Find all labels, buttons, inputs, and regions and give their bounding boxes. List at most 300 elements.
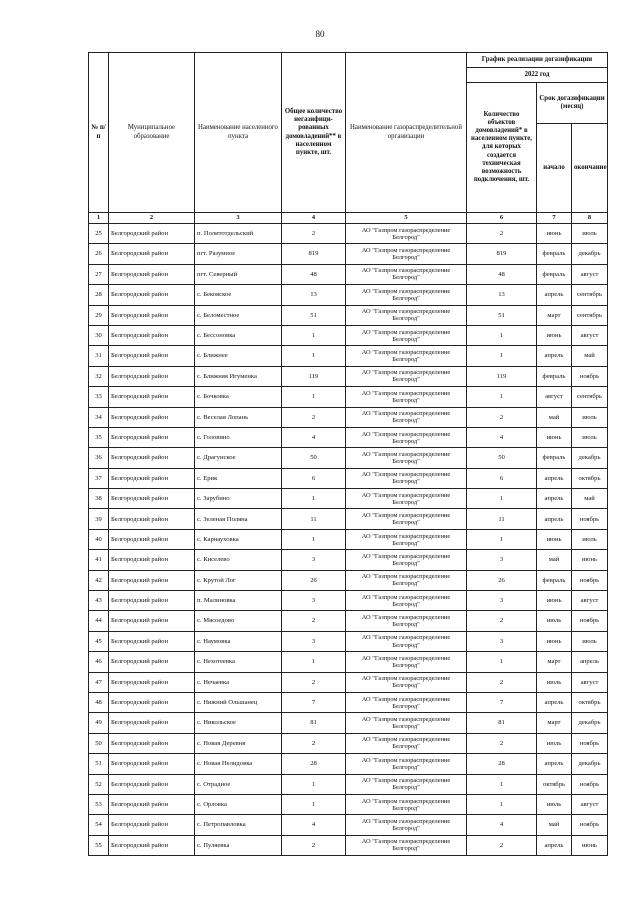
organization-cell: АО "Газпром газораспределение Белгород" [346,448,467,468]
end-month-cell: август [572,591,608,611]
settlement-cell: с. Драгунское [195,448,282,468]
table-row [89,264,608,284]
households-count-cell: 2 [282,611,346,631]
end-month-cell: декабрь [572,244,608,264]
end-month-cell: ноябрь [572,570,608,590]
start-month-cell: апрель [537,285,572,305]
objects-count-cell: 13 [467,285,537,305]
settlement-cell: с. Зарубино [195,489,282,509]
households-count-cell: 1 [282,774,346,794]
table-row [89,305,608,325]
households-count-cell: 819 [282,244,346,264]
row-number: 48 [89,692,109,712]
start-month-cell: июнь [537,427,572,447]
objects-count-cell: 3 [467,550,537,570]
header-objects: Количество объектов домовладений* в населенном пункте, для которых создается техническая возможность подключения, шт. [467,83,537,213]
table-row [89,692,608,712]
row-number: 54 [89,815,109,835]
households-count-cell: 7 [282,692,346,712]
organization-cell: АО "Газпром газораспределение Белгород" [346,305,467,325]
settlement-cell: с. Беломестное [195,305,282,325]
start-month-cell: июль [537,672,572,692]
organization-cell: АО "Газпром газораспределение Белгород" [346,550,467,570]
header-end: окончание [572,124,608,213]
start-month-cell: июль [537,733,572,753]
end-month-cell: сентябрь [572,387,608,407]
organization-cell: АО "Газпром газораспределение Белгород" [346,366,467,386]
column-number: 5 [346,213,467,224]
start-month-cell: апрель [537,692,572,712]
households-count-cell: 6 [282,468,346,488]
start-month-cell: июль [537,794,572,814]
settlement-cell: с. Пуляевка [195,835,282,855]
objects-count-cell: 6 [467,468,537,488]
column-number: 1 [89,213,109,224]
households-count-cell: 51 [282,305,346,325]
settlement-cell: с. Бочковка [195,387,282,407]
table-row [89,611,608,631]
objects-count-cell: 11 [467,509,537,529]
settlement-cell: с. Отрадное [195,774,282,794]
objects-count-cell: 1 [467,529,537,549]
end-month-cell: июль [572,427,608,447]
settlement-cell: с. Нижний Ольшанец [195,692,282,712]
column-number: 8 [572,213,608,224]
objects-count-cell: 2 [467,611,537,631]
table-row [89,489,608,509]
objects-count-cell: 28 [467,754,537,774]
objects-count-cell: 7 [467,692,537,712]
end-month-cell: ноябрь [572,509,608,529]
organization-cell: АО "Газпром газораспределение Белгород" [346,407,467,427]
households-count-cell: 50 [282,448,346,468]
settlement-cell: с. Ерик [195,468,282,488]
households-count-cell: 1 [282,529,346,549]
table-row [89,733,608,753]
households-count-cell: 119 [282,366,346,386]
table-row [89,591,608,611]
settlement-cell: с. Нечаевка [195,672,282,692]
header-organization: Наименование газораспределительной организации [346,53,467,213]
row-number: 41 [89,550,109,570]
end-month-cell: ноябрь [572,366,608,386]
table-row [89,835,608,855]
end-month-cell: июль [572,407,608,427]
row-number: 55 [89,835,109,855]
organization-cell: АО "Газпром газораспределение Белгород" [346,244,467,264]
organization-cell: АО "Газпром газораспределение Белгород" [346,346,467,366]
row-number: 37 [89,468,109,488]
table-row [89,550,608,570]
objects-count-cell: 2 [467,224,537,244]
municipality-cell: Белгородский район [109,489,195,509]
objects-count-cell: 2 [467,407,537,427]
table-row [89,427,608,447]
column-numbers-row [89,213,608,224]
settlement-cell: с. Мясоедово [195,611,282,631]
households-count-cell: 2 [282,407,346,427]
settlement-cell: п. Малиновка [195,591,282,611]
end-month-cell: октябрь [572,692,608,712]
row-number: 29 [89,305,109,325]
table-row [89,285,608,305]
municipality-cell: Белгородский район [109,285,195,305]
row-number: 52 [89,774,109,794]
settlement-cell: п. Политотдельский [195,224,282,244]
households-count-cell: 1 [282,325,346,345]
municipality-cell: Белгородский район [109,713,195,733]
municipality-cell: Белгородский район [109,692,195,712]
end-month-cell: апрель [572,652,608,672]
start-month-cell: июнь [537,529,572,549]
table-row [89,631,608,651]
municipality-cell: Белгородский район [109,468,195,488]
objects-count-cell: 50 [467,448,537,468]
table-body [89,224,608,856]
row-number: 53 [89,794,109,814]
organization-cell: АО "Газпром газораспределение Белгород" [346,427,467,447]
organization-cell: АО "Газпром газораспределение Белгород" [346,264,467,284]
organization-cell: АО "Газпром газораспределение Белгород" [346,774,467,794]
organization-cell: АО "Газпром газораспределение Белгород" [346,835,467,855]
organization-cell: АО "Газпром газораспределение Белгород" [346,489,467,509]
settlement-cell: с. Крутой Лог [195,570,282,590]
objects-count-cell: 3 [467,631,537,651]
start-month-cell: февраль [537,244,572,264]
start-month-cell: апрель [537,509,572,529]
start-month-cell: февраль [537,570,572,590]
settlement-cell: с. Наумовка [195,631,282,651]
organization-cell: АО "Газпром газораспределение Белгород" [346,733,467,753]
start-month-cell: октябрь [537,774,572,794]
table-row [89,774,608,794]
organization-cell: АО "Газпром газораспределение Белгород" [346,509,467,529]
table-row [89,448,608,468]
municipality-cell: Белгородский район [109,774,195,794]
table-row [89,570,608,590]
end-month-cell: август [572,264,608,284]
municipality-cell: Белгородский район [109,346,195,366]
objects-count-cell: 2 [467,835,537,855]
households-count-cell: 81 [282,713,346,733]
end-month-cell: май [572,346,608,366]
header-settlement: Наименование населенного пункта [195,53,282,213]
row-number: 31 [89,346,109,366]
start-month-cell: февраль [537,366,572,386]
start-month-cell: апрель [537,754,572,774]
households-count-cell: 11 [282,509,346,529]
settlement-cell: пгт. Разумное [195,244,282,264]
organization-cell: АО "Газпром газораспределение Белгород" [346,652,467,672]
municipality-cell: Белгородский район [109,550,195,570]
households-count-cell: 4 [282,815,346,835]
municipality-cell: Белгородский район [109,591,195,611]
start-month-cell: июнь [537,224,572,244]
objects-count-cell: 51 [467,305,537,325]
column-number: 6 [467,213,537,224]
table-row [89,794,608,814]
start-month-cell: февраль [537,264,572,284]
settlement-cell: с. Новая Деревня [195,733,282,753]
households-count-cell: 2 [282,224,346,244]
organization-cell: АО "Газпром газораспределение Белгород" [346,387,467,407]
objects-count-cell: 48 [467,264,537,284]
households-count-cell: 2 [282,672,346,692]
end-month-cell: июнь [572,550,608,570]
end-month-cell: сентябрь [572,305,608,325]
municipality-cell: Белгородский район [109,631,195,651]
table-row [89,815,608,835]
end-month-cell: декабрь [572,448,608,468]
municipality-cell: Белгородский район [109,611,195,631]
settlement-cell: с. Зеленая Поляна [195,509,282,529]
organization-cell: АО "Газпром газораспределение Белгород" [346,631,467,651]
organization-cell: АО "Газпром газораспределение Белгород" [346,672,467,692]
row-number: 44 [89,611,109,631]
settlement-cell: с. Киселево [195,550,282,570]
objects-count-cell: 3 [467,591,537,611]
objects-count-cell: 1 [467,325,537,345]
households-count-cell: 28 [282,754,346,774]
municipality-cell: Белгородский район [109,815,195,835]
row-number: 38 [89,489,109,509]
municipality-cell: Белгородский район [109,325,195,345]
organization-cell: АО "Газпром газораспределение Белгород" [346,815,467,835]
start-month-cell: апрель [537,346,572,366]
start-month-cell: март [537,713,572,733]
municipality-cell: Белгородский район [109,387,195,407]
settlement-cell: с. Новая Нелидовка [195,754,282,774]
table-row [89,672,608,692]
organization-cell: АО "Газпром газораспределение Белгород" [346,570,467,590]
start-month-cell: июнь [537,631,572,651]
row-number: 32 [89,366,109,386]
end-month-cell: июнь [572,835,608,855]
row-number: 46 [89,652,109,672]
row-number: 45 [89,631,109,651]
households-count-cell: 1 [282,794,346,814]
organization-cell: АО "Газпром газораспределение Белгород" [346,529,467,549]
table-row [89,754,608,774]
end-month-cell: декабрь [572,754,608,774]
settlement-cell: с. Орловка [195,794,282,814]
organization-cell: АО "Газпром газораспределение Белгород" [346,325,467,345]
row-number: 43 [89,591,109,611]
households-count-cell: 1 [282,346,346,366]
start-month-cell: март [537,305,572,325]
objects-count-cell: 819 [467,244,537,264]
settlement-cell: с. Карнауховка [195,529,282,549]
row-number: 35 [89,427,109,447]
organization-cell: АО "Газпром газораспределение Белгород" [346,611,467,631]
row-number: 40 [89,529,109,549]
households-count-cell: 48 [282,264,346,284]
row-number: 26 [89,244,109,264]
column-number: 7 [537,213,572,224]
end-month-cell: сентябрь [572,285,608,305]
settlement-cell: с. Бессоновка [195,325,282,345]
row-number: 28 [89,285,109,305]
end-month-cell: август [572,672,608,692]
municipality-cell: Белгородский район [109,264,195,284]
row-number: 27 [89,264,109,284]
settlement-cell: с. Ближняя Игуменка [195,366,282,386]
table-row [89,529,608,549]
municipality-cell: Белгородский район [109,754,195,774]
municipality-cell: Белгородский район [109,407,195,427]
objects-count-cell: 26 [467,570,537,590]
households-count-cell: 13 [282,285,346,305]
table-row [89,244,608,264]
row-number: 51 [89,754,109,774]
municipality-cell: Белгородский район [109,570,195,590]
organization-cell: АО "Газпром газораспределение Белгород" [346,754,467,774]
objects-count-cell: 2 [467,733,537,753]
start-month-cell: август [537,387,572,407]
start-month-cell: апрель [537,468,572,488]
header-period: Срок догазификации (месяц) [537,83,608,124]
header-number: № п/п [89,53,109,213]
organization-cell: АО "Газпром газораспределение Белгород" [346,794,467,814]
table-row [89,325,608,345]
row-number: 49 [89,713,109,733]
settlement-cell: с. Нехотеевка [195,652,282,672]
objects-count-cell: 1 [467,346,537,366]
start-month-cell: июнь [537,325,572,345]
column-number: 4 [282,213,346,224]
objects-count-cell: 81 [467,713,537,733]
row-number: 39 [89,509,109,529]
objects-count-cell: 1 [467,652,537,672]
end-month-cell: ноябрь [572,733,608,753]
municipality-cell: Белгородский район [109,366,195,386]
start-month-cell: июль [537,611,572,631]
table-row [89,366,608,386]
header-schedule: График реализации догазификации [467,53,608,68]
row-number: 42 [89,570,109,590]
row-number: 33 [89,387,109,407]
row-number: 25 [89,224,109,244]
table-row [89,652,608,672]
header-municipality: Муниципальное образование [109,53,195,213]
municipality-cell: Белгородский район [109,794,195,814]
row-number: 47 [89,672,109,692]
households-count-cell: 26 [282,570,346,590]
households-count-cell: 1 [282,387,346,407]
objects-count-cell: 1 [467,774,537,794]
municipality-cell: Белгородский район [109,224,195,244]
settlement-cell: с. Ближнее [195,346,282,366]
objects-count-cell: 119 [467,366,537,386]
header-households: Общее количество негазифици-рованных домовладений** в населенном пункте, шт. [282,53,346,213]
header-start: начало [537,124,572,213]
start-month-cell: март [537,652,572,672]
municipality-cell: Белгородский район [109,652,195,672]
start-month-cell: май [537,550,572,570]
settlement-cell: пгт. Северный [195,264,282,284]
start-month-cell: июнь [537,591,572,611]
objects-count-cell: 1 [467,489,537,509]
row-number: 50 [89,733,109,753]
settlement-cell: с. Веселая Лопань [195,407,282,427]
households-count-cell: 2 [282,733,346,753]
start-month-cell: апрель [537,489,572,509]
row-number: 30 [89,325,109,345]
organization-cell: АО "Газпром газораспределение Белгород" [346,285,467,305]
start-month-cell: февраль [537,448,572,468]
objects-count-cell: 4 [467,815,537,835]
organization-cell: АО "Газпром газораспределение Белгород" [346,468,467,488]
settlement-cell: с. Головино [195,427,282,447]
end-month-cell: июль [572,224,608,244]
settlement-cell: с. Петропавловка [195,815,282,835]
settlement-cell: с. Никольское [195,713,282,733]
households-count-cell: 4 [282,427,346,447]
organization-cell: АО "Газпром газораспределение Белгород" [346,591,467,611]
municipality-cell: Белгородский район [109,427,195,447]
table-row [89,387,608,407]
households-count-cell: 1 [282,489,346,509]
municipality-cell: Белгородский район [109,672,195,692]
table-row [89,468,608,488]
municipality-cell: Белгородский район [109,733,195,753]
end-month-cell: май [572,489,608,509]
page-number: 80 [315,29,325,39]
table-row [89,713,608,733]
table-row [89,224,608,244]
table-row [89,346,608,366]
households-count-cell: 1 [282,652,346,672]
municipality-cell: Белгородский район [109,305,195,325]
start-month-cell: май [537,407,572,427]
households-count-cell: 3 [282,550,346,570]
end-month-cell: ноябрь [572,815,608,835]
organization-cell: АО "Газпром газораспределение Белгород" [346,224,467,244]
table-row [89,509,608,529]
end-month-cell: август [572,325,608,345]
objects-count-cell: 1 [467,794,537,814]
objects-count-cell: 1 [467,387,537,407]
organization-cell: АО "Газпром газораспределение Белгород" [346,713,467,733]
households-count-cell: 3 [282,631,346,651]
table-row [89,407,608,427]
organization-cell: АО "Газпром газораспределение Белгород" [346,692,467,712]
end-month-cell: июль [572,529,608,549]
settlement-cell: с. Бековское [195,285,282,305]
end-month-cell: август [572,794,608,814]
degasification-schedule-table [88,52,608,856]
row-number: 34 [89,407,109,427]
municipality-cell: Белгородский район [109,509,195,529]
municipality-cell: Белгородский район [109,244,195,264]
municipality-cell: Белгородский район [109,529,195,549]
households-count-cell: 3 [282,591,346,611]
municipality-cell: Белгородский район [109,835,195,855]
households-count-cell: 2 [282,835,346,855]
end-month-cell: ноябрь [572,774,608,794]
start-month-cell: апрель [537,835,572,855]
municipality-cell: Белгородский район [109,448,195,468]
column-number: 3 [195,213,282,224]
end-month-cell: декабрь [572,713,608,733]
objects-count-cell: 2 [467,672,537,692]
start-month-cell: май [537,815,572,835]
end-month-cell: июль [572,631,608,651]
column-number: 2 [109,213,195,224]
header-year: 2022 год [467,68,608,83]
end-month-cell: ноябрь [572,611,608,631]
row-number: 36 [89,448,109,468]
